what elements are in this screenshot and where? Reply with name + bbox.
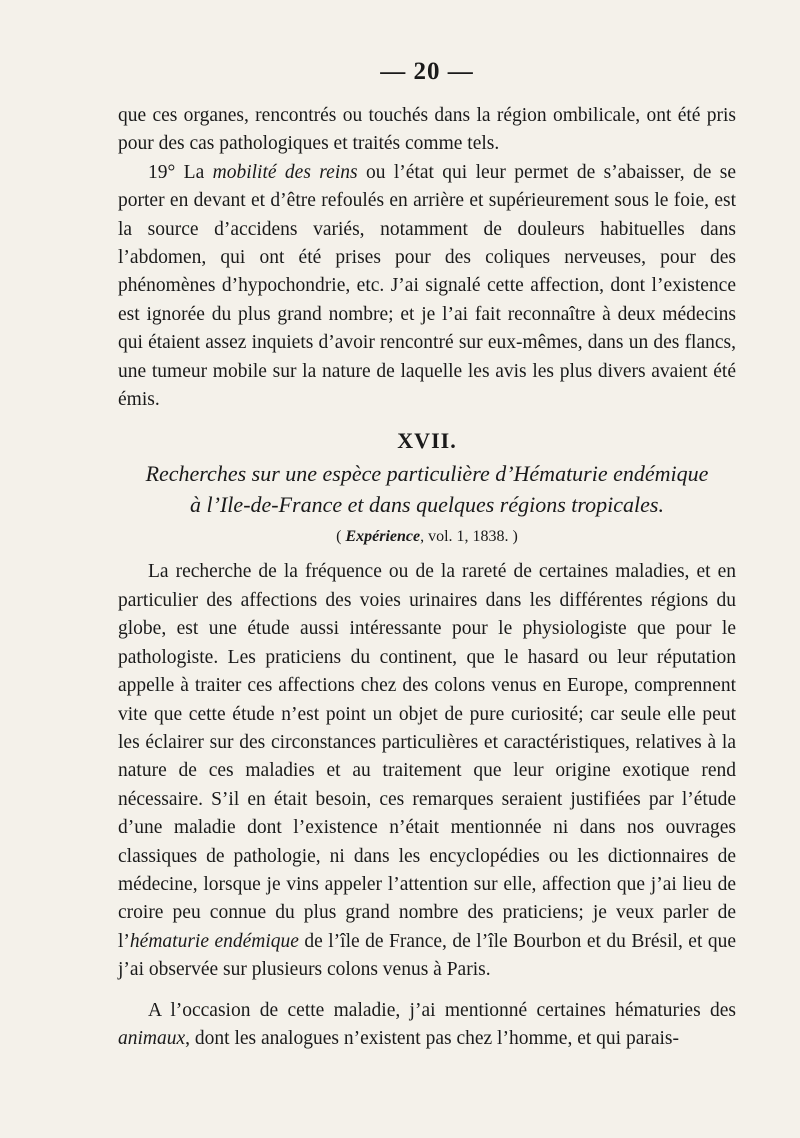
- para-2-start: A l’occasion de cette maladie, j’ai mentionné certaines hématuries des: [148, 999, 736, 1021]
- para-2-end: , dont les analogues n’existent pas chez l’homme, et qui parais-: [185, 1027, 680, 1049]
- section-title-line-1: Recherches sur une espèce particulière d’Hématurie endémique: [145, 461, 709, 487]
- para-1-end: de l’île de France, de l’île Bourbon et du Brésil, et que j’ai observée sur plusieurs colons venus à Paris.: [118, 930, 736, 981]
- body-paragraph-1: [118, 558, 736, 984]
- body-paragraph-2: [118, 997, 736, 1054]
- intro-line-2: été pris pour des cas pathologiques et traités comme tels.: [118, 105, 736, 155]
- source-open: (: [336, 528, 346, 546]
- item-19-paragraph: [118, 159, 736, 415]
- para-1-text: La recherche de la fréquence ou de la rareté de certaines maladies, et en particulier des affections des voies urinaires dans les différentes régions du globe, est une étude aussi intéressante pour le physiologiste que pour le pathologiste. Les praticiens du continent, que le hasard ou leur réputation appelle à traiter ces affections chez des colons venus en Europe, comprennent vite que cette étude n’est point un objet de pure curiosité; car seule elle peut les éclairer sur des circonstances particulières et caractéristiques, relatives à la nature de ces maladies et au traitement que leur origine exotique rend nécessaire. S’il en était besoin, ces remarques seraient justifiées par l’étude d’une maladie dont l’existence n’était mentionnée ni dans nos ouvrages classiques de pathologie, ni dans les encyclopédies ou les dictionnaires de médecine, lorsque je vins appeler l’attention sur elle, affection que j’ai lieu de croire peu connue du plus grand nombre des praticiens; je veux parler de l’: [118, 561, 736, 952]
- source-citation: [118, 528, 736, 546]
- item-19-text: ou l’état qui leur permet de s’abaisser, de se porter en devant et d’être refoulés en arrière et supérieurement sous le foie, est la source d’accidens variés, notamment de douleurs habituelles dans l’abdomen, qui ont été prises pour des coliques nerveuses, pour des phénomènes d’hypochondrie, etc. J’ai signalé cette affection, dont l’existence est ignorée du plus grand nombre; et je l’ai fait reconnaître à deux médecins qui étaient assez inquiets d’avoir rencontré sur eux-mêmes, dans un des flancs, une tumeur mobile sur la nature de laquelle les avis les plus divers avaient été émis.: [118, 161, 736, 411]
- item-19-title: mobilité des reins: [212, 161, 358, 183]
- intro-paragraph: [118, 102, 736, 159]
- para-2-italic: animaux: [118, 1027, 186, 1049]
- source-rest: , vol. 1, 1838. ): [420, 528, 518, 546]
- source-title: Expérience: [345, 528, 421, 546]
- section-title: [118, 458, 736, 520]
- section-number: XVII.: [397, 428, 457, 454]
- para-1-italic: hématurie endémique: [129, 930, 299, 952]
- section-title-line-2: à l’Ile-de-France et dans quelques régions tropicales.: [190, 492, 664, 518]
- page-number: — 20 —: [380, 58, 474, 85]
- intro-line-1: que ces organes, rencontrés ou touchés dans la région ombilicale, ont: [118, 105, 672, 126]
- item-19-number: 19° La: [148, 161, 213, 183]
